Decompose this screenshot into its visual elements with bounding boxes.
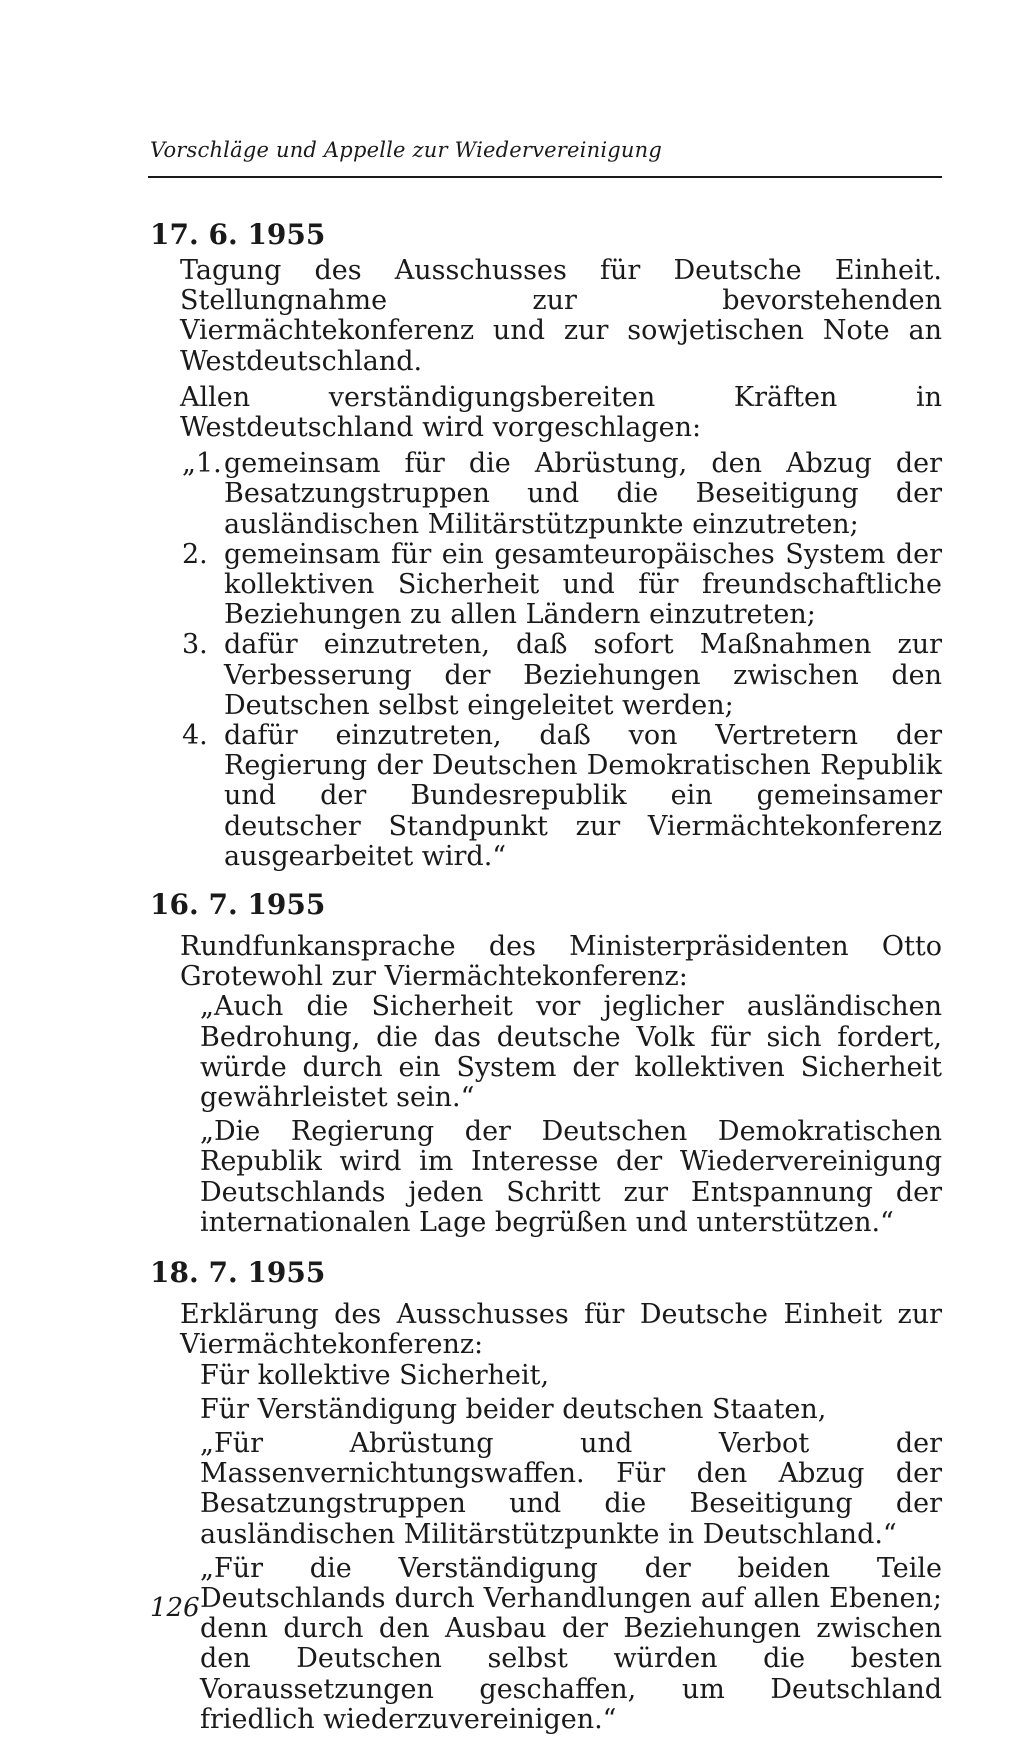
entry-1955-07-18 [150, 1256, 942, 1735]
book-page [150, 0, 942, 1746]
entry-date: 18. 7. 1955 [150, 1256, 326, 1290]
list-item [182, 538, 942, 631]
list-item-number: „1. [182, 448, 222, 480]
header-rule [148, 176, 942, 178]
quote-paragraph: „Für Abrüstung und Verbot der Massenvernichtungswaffen. Für den Abzug der Besatzungstruppen und die Beseitigung der ausländischen Militärstützpunkte in Deutschland.“ [200, 1427, 942, 1550]
list-item-number: 4. [182, 720, 208, 752]
quote-paragraph: Für Verständigung beider deutschen Staaten, [200, 1393, 827, 1425]
quote-paragraph: „Auch die Sicherheit vor jeglicher ausländischen Bedrohung, die das deutsche Volk für sich fordert, würde durch ein System der kollektiven Sicherheit gewährleistet sein.“ [200, 991, 942, 1114]
entry-paragraph: Tagung des Ausschusses für Deutsche Einheit. Stellungnahme zur bevorstehenden Viermächtekonferenz und zur sowjetischen Note an Westdeutschland. [180, 255, 942, 377]
entry-paragraph: Allen verständigungsbereiten Kräften in Westdeutschland wird vorgeschlagen: [180, 381, 942, 444]
entry-1955-06-17 [150, 218, 942, 872]
quote-paragraph: „Die Regierung der Deutschen Demokratischen Republik wird im Interesse der Wiedervereinigung Deutschlands jeden Schritt zur Entspannung der internationalen Lage begrüßen und unterstützen.“ [200, 1116, 942, 1238]
list-item-number: 2. [182, 538, 208, 570]
entry-date: 16. 7. 1955 [150, 888, 326, 922]
proposal-list [150, 449, 942, 872]
list-item-text: gemeinsam für ein gesamteuropäisches System der kollektiven Sicherheit und für freundschaftliche Beziehungen zu allen Ländern einzutreten; [224, 538, 942, 631]
list-item [182, 629, 942, 721]
quote-paragraph: Für kollektive Sicherheit, [200, 1359, 550, 1391]
list-item [182, 448, 942, 540]
entry-paragraph: Erklärung des Ausschusses für Deutsche Einheit zur Viermächtekonferenz: [180, 1299, 942, 1361]
list-item-number: 3. [182, 629, 208, 661]
quote-paragraph: „Für die Verständigung der beiden Teile Deutschlands durch Verhandlungen auf allen Ebenen; denn durch den Ausbau der Beziehungen zwischen den Deutschen selbst würden die besten Voraussetzungen geschaffen, um Deutschland friedlich wiederzuvereinigen.“ [200, 1552, 942, 1735]
list-item-text: gemeinsam für die Abrüstung, den Abzug der Besatzungstruppen und die Beseitigung der ausländischen Militärstützpunkte einzutreten; [224, 448, 942, 540]
page-number: 126 [150, 1593, 200, 1623]
entry-date: 17. 6. 1955 [150, 218, 326, 251]
page-content [150, 218, 942, 1735]
running-head: Vorschläge und Appelle zur Wiedervereinigung [150, 138, 662, 162]
entry-1955-07-16 [150, 888, 942, 1238]
list-item-text: dafür einzutreten, daß sofort Maßnahmen zur Verbesserung der Beziehungen zwischen den Deutschen selbst eingeleitet werden; [224, 629, 942, 721]
entry-paragraph: Rundfunkansprache des Ministerpräsidenten Otto Grotewohl zur Viermächtekonferenz: [180, 931, 942, 993]
list-item [182, 720, 942, 872]
list-item-text: dafür einzutreten, daß von Vertretern der Regierung der Deutschen Demokratischen Republik und der Bundesrepublik ein gemeinsamer deutscher Standpunkt zur Viermächtekonferenz ausgearbeitet wird.“ [224, 720, 942, 872]
